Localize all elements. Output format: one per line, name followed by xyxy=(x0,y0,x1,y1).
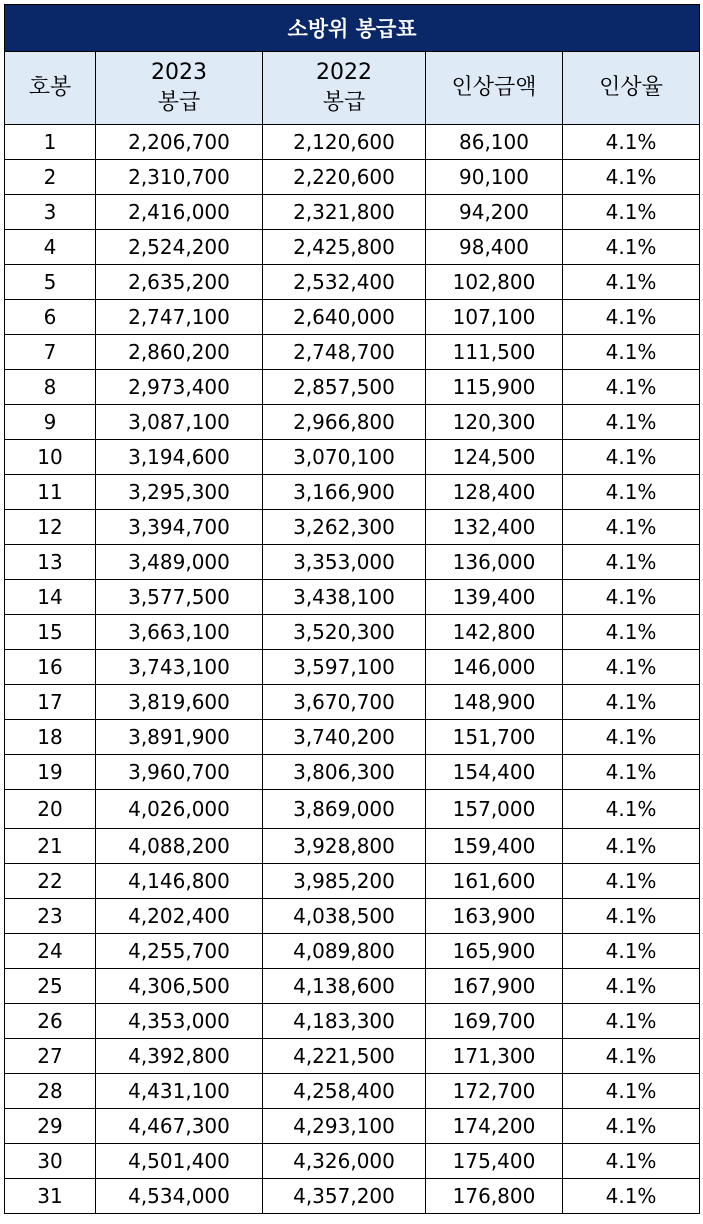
table-row xyxy=(5,440,700,475)
cell-rate: 4.1% xyxy=(563,160,700,195)
cell-step: 19 xyxy=(5,755,96,790)
cell-pay-2023: 3,743,100 xyxy=(96,650,263,685)
cell-rate: 4.1% xyxy=(563,1179,700,1214)
cell-increase: 98,400 xyxy=(426,230,563,265)
cell-rate: 4.1% xyxy=(563,370,700,405)
cell-pay-2023: 2,310,700 xyxy=(96,160,263,195)
table-row xyxy=(5,580,700,615)
table-row xyxy=(5,475,700,510)
cell-rate: 4.1% xyxy=(563,440,700,475)
cell-pay-2022: 4,326,000 xyxy=(263,1144,426,1179)
cell-step: 24 xyxy=(5,934,96,969)
cell-pay-2023: 3,087,100 xyxy=(96,405,263,440)
cell-increase: 167,900 xyxy=(426,969,563,1004)
cell-pay-2022: 3,985,200 xyxy=(263,864,426,899)
cell-pay-2022: 4,089,800 xyxy=(263,934,426,969)
header-pay-2023-year: 2023 xyxy=(151,60,207,85)
header-increase-label: 인상금액 xyxy=(451,75,537,100)
cell-pay-2022: 3,520,300 xyxy=(263,615,426,650)
cell-pay-2022: 3,070,100 xyxy=(263,440,426,475)
cell-step: 21 xyxy=(5,829,96,864)
cell-pay-2023: 2,747,100 xyxy=(96,300,263,335)
cell-rate: 4.1% xyxy=(563,230,700,265)
cell-increase: 94,200 xyxy=(426,195,563,230)
cell-rate: 4.1% xyxy=(563,1144,700,1179)
cell-pay-2023: 4,501,400 xyxy=(96,1144,263,1179)
cell-pay-2022: 4,138,600 xyxy=(263,969,426,1004)
cell-step: 11 xyxy=(5,475,96,510)
cell-pay-2022: 4,038,500 xyxy=(263,899,426,934)
table-row xyxy=(5,405,700,440)
cell-rate: 4.1% xyxy=(563,864,700,899)
cell-step: 26 xyxy=(5,1004,96,1039)
cell-pay-2023: 4,534,000 xyxy=(96,1179,263,1214)
cell-pay-2022: 3,806,300 xyxy=(263,755,426,790)
cell-step: 10 xyxy=(5,440,96,475)
cell-pay-2022: 3,166,900 xyxy=(263,475,426,510)
cell-pay-2023: 4,088,200 xyxy=(96,829,263,864)
cell-increase: 148,900 xyxy=(426,685,563,720)
cell-step: 4 xyxy=(5,230,96,265)
cell-increase: 165,900 xyxy=(426,934,563,969)
table-row xyxy=(5,1109,700,1144)
cell-step: 14 xyxy=(5,580,96,615)
cell-increase: 90,100 xyxy=(426,160,563,195)
cell-pay-2022: 2,857,500 xyxy=(263,370,426,405)
header-step xyxy=(5,52,96,125)
table-row xyxy=(5,230,700,265)
header-rate-label: 인상율 xyxy=(599,75,663,100)
header-pay-2023 xyxy=(96,52,263,125)
cell-pay-2022: 3,740,200 xyxy=(263,720,426,755)
cell-increase: 107,100 xyxy=(426,300,563,335)
cell-increase: 111,500 xyxy=(426,335,563,370)
cell-pay-2022: 2,120,600 xyxy=(263,125,426,160)
cell-pay-2022: 4,221,500 xyxy=(263,1039,426,1074)
cell-rate: 4.1% xyxy=(563,125,700,160)
cell-pay-2022: 3,438,100 xyxy=(263,580,426,615)
cell-pay-2023: 3,394,700 xyxy=(96,510,263,545)
table-row xyxy=(5,300,700,335)
table-row xyxy=(5,650,700,685)
cell-pay-2023: 3,295,300 xyxy=(96,475,263,510)
cell-rate: 4.1% xyxy=(563,934,700,969)
table-row xyxy=(5,510,700,545)
cell-rate: 4.1% xyxy=(563,195,700,230)
cell-pay-2022: 2,532,400 xyxy=(263,265,426,300)
cell-pay-2023: 4,146,800 xyxy=(96,864,263,899)
cell-pay-2023: 4,353,000 xyxy=(96,1004,263,1039)
cell-step: 8 xyxy=(5,370,96,405)
cell-rate: 4.1% xyxy=(563,545,700,580)
cell-increase: 136,000 xyxy=(426,545,563,580)
cell-increase: 139,400 xyxy=(426,580,563,615)
cell-rate: 4.1% xyxy=(563,790,700,829)
cell-increase: 174,200 xyxy=(426,1109,563,1144)
table-row xyxy=(5,899,700,934)
cell-pay-2022: 3,869,000 xyxy=(263,790,426,829)
table-row xyxy=(5,615,700,650)
cell-rate: 4.1% xyxy=(563,1074,700,1109)
cell-pay-2023: 2,416,000 xyxy=(96,195,263,230)
cell-step: 2 xyxy=(5,160,96,195)
table-row xyxy=(5,1039,700,1074)
table-row xyxy=(5,160,700,195)
cell-step: 23 xyxy=(5,899,96,934)
table-row xyxy=(5,545,700,580)
cell-increase: 132,400 xyxy=(426,510,563,545)
table-row xyxy=(5,1179,700,1214)
cell-step: 3 xyxy=(5,195,96,230)
cell-rate: 4.1% xyxy=(563,510,700,545)
cell-increase: 175,400 xyxy=(426,1144,563,1179)
cell-step: 7 xyxy=(5,335,96,370)
cell-pay-2022: 3,353,000 xyxy=(263,545,426,580)
cell-pay-2023: 4,431,100 xyxy=(96,1074,263,1109)
cell-pay-2023: 3,819,600 xyxy=(96,685,263,720)
cell-step: 13 xyxy=(5,545,96,580)
header-rate xyxy=(563,52,700,125)
cell-rate: 4.1% xyxy=(563,615,700,650)
cell-step: 25 xyxy=(5,969,96,1004)
cell-rate: 4.1% xyxy=(563,405,700,440)
cell-pay-2022: 2,748,700 xyxy=(263,335,426,370)
cell-pay-2023: 2,860,200 xyxy=(96,335,263,370)
cell-increase: 102,800 xyxy=(426,265,563,300)
table-row xyxy=(5,969,700,1004)
table-row xyxy=(5,335,700,370)
table-row xyxy=(5,125,700,160)
cell-pay-2023: 4,202,400 xyxy=(96,899,263,934)
cell-pay-2023: 2,206,700 xyxy=(96,125,263,160)
cell-step: 30 xyxy=(5,1144,96,1179)
cell-increase: 171,300 xyxy=(426,1039,563,1074)
cell-increase: 169,700 xyxy=(426,1004,563,1039)
table-row xyxy=(5,829,700,864)
cell-step: 20 xyxy=(5,790,96,829)
cell-rate: 4.1% xyxy=(563,1004,700,1039)
header-pay-2022-year: 2022 xyxy=(316,60,372,85)
cell-rate: 4.1% xyxy=(563,1039,700,1074)
cell-increase: 159,400 xyxy=(426,829,563,864)
cell-pay-2023: 4,255,700 xyxy=(96,934,263,969)
cell-increase: 124,500 xyxy=(426,440,563,475)
cell-pay-2023: 2,973,400 xyxy=(96,370,263,405)
table-row xyxy=(5,1074,700,1109)
cell-increase: 151,700 xyxy=(426,720,563,755)
cell-increase: 176,800 xyxy=(426,1179,563,1214)
cell-pay-2023: 4,026,000 xyxy=(96,790,263,829)
cell-rate: 4.1% xyxy=(563,265,700,300)
cell-increase: 146,000 xyxy=(426,650,563,685)
cell-pay-2022: 3,597,100 xyxy=(263,650,426,685)
cell-step: 1 xyxy=(5,125,96,160)
cell-rate: 4.1% xyxy=(563,335,700,370)
cell-rate: 4.1% xyxy=(563,685,700,720)
header-step-label: 호봉 xyxy=(28,75,72,100)
cell-step: 31 xyxy=(5,1179,96,1214)
header-increase xyxy=(426,52,563,125)
cell-pay-2023: 3,194,600 xyxy=(96,440,263,475)
table-row xyxy=(5,265,700,300)
cell-pay-2023: 2,524,200 xyxy=(96,230,263,265)
cell-increase: 157,000 xyxy=(426,790,563,829)
table-row xyxy=(5,685,700,720)
header-pay-2023-label: 봉급 xyxy=(157,90,201,115)
cell-rate: 4.1% xyxy=(563,969,700,1004)
cell-pay-2022: 2,321,800 xyxy=(263,195,426,230)
cell-increase: 115,900 xyxy=(426,370,563,405)
cell-increase: 172,700 xyxy=(426,1074,563,1109)
cell-pay-2022: 4,357,200 xyxy=(263,1179,426,1214)
table-title: 소방위 봉급표 xyxy=(5,5,700,52)
cell-rate: 4.1% xyxy=(563,829,700,864)
cell-pay-2023: 3,891,900 xyxy=(96,720,263,755)
table-row xyxy=(5,755,700,790)
cell-increase: 161,600 xyxy=(426,864,563,899)
cell-pay-2022: 2,640,000 xyxy=(263,300,426,335)
cell-pay-2022: 2,425,800 xyxy=(263,230,426,265)
cell-rate: 4.1% xyxy=(563,580,700,615)
cell-pay-2022: 4,183,300 xyxy=(263,1004,426,1039)
cell-increase: 163,900 xyxy=(426,899,563,934)
cell-step: 18 xyxy=(5,720,96,755)
cell-step: 28 xyxy=(5,1074,96,1109)
table-row xyxy=(5,1144,700,1179)
table-row xyxy=(5,370,700,405)
cell-pay-2023: 3,960,700 xyxy=(96,755,263,790)
cell-pay-2022: 3,262,300 xyxy=(263,510,426,545)
cell-pay-2023: 4,392,800 xyxy=(96,1039,263,1074)
cell-step: 9 xyxy=(5,405,96,440)
cell-rate: 4.1% xyxy=(563,755,700,790)
cell-increase: 142,800 xyxy=(426,615,563,650)
cell-rate: 4.1% xyxy=(563,300,700,335)
cell-step: 15 xyxy=(5,615,96,650)
cell-pay-2022: 3,670,700 xyxy=(263,685,426,720)
table-row xyxy=(5,934,700,969)
cell-increase: 120,300 xyxy=(426,405,563,440)
cell-increase: 128,400 xyxy=(426,475,563,510)
cell-step: 5 xyxy=(5,265,96,300)
table-row xyxy=(5,720,700,755)
cell-increase: 154,400 xyxy=(426,755,563,790)
cell-increase: 86,100 xyxy=(426,125,563,160)
table-body xyxy=(5,125,700,1214)
table-row xyxy=(5,790,700,829)
cell-pay-2023: 4,306,500 xyxy=(96,969,263,1004)
cell-pay-2022: 4,293,100 xyxy=(263,1109,426,1144)
salary-table-container xyxy=(4,4,699,1214)
header-pay-2022 xyxy=(263,52,426,125)
cell-pay-2022: 3,928,800 xyxy=(263,829,426,864)
salary-table xyxy=(4,4,700,1214)
cell-step: 12 xyxy=(5,510,96,545)
table-row xyxy=(5,1004,700,1039)
cell-pay-2022: 2,220,600 xyxy=(263,160,426,195)
cell-step: 6 xyxy=(5,300,96,335)
cell-step: 16 xyxy=(5,650,96,685)
table-row xyxy=(5,195,700,230)
cell-pay-2022: 4,258,400 xyxy=(263,1074,426,1109)
cell-pay-2022: 2,966,800 xyxy=(263,405,426,440)
table-row xyxy=(5,864,700,899)
cell-pay-2023: 3,663,100 xyxy=(96,615,263,650)
cell-rate: 4.1% xyxy=(563,650,700,685)
cell-pay-2023: 4,467,300 xyxy=(96,1109,263,1144)
cell-step: 29 xyxy=(5,1109,96,1144)
cell-rate: 4.1% xyxy=(563,899,700,934)
cell-pay-2023: 3,489,000 xyxy=(96,545,263,580)
cell-pay-2023: 3,577,500 xyxy=(96,580,263,615)
cell-rate: 4.1% xyxy=(563,720,700,755)
cell-step: 27 xyxy=(5,1039,96,1074)
cell-step: 17 xyxy=(5,685,96,720)
cell-rate: 4.1% xyxy=(563,1109,700,1144)
cell-step: 22 xyxy=(5,864,96,899)
cell-pay-2023: 2,635,200 xyxy=(96,265,263,300)
cell-rate: 4.1% xyxy=(563,475,700,510)
header-pay-2022-label: 봉급 xyxy=(322,90,366,115)
